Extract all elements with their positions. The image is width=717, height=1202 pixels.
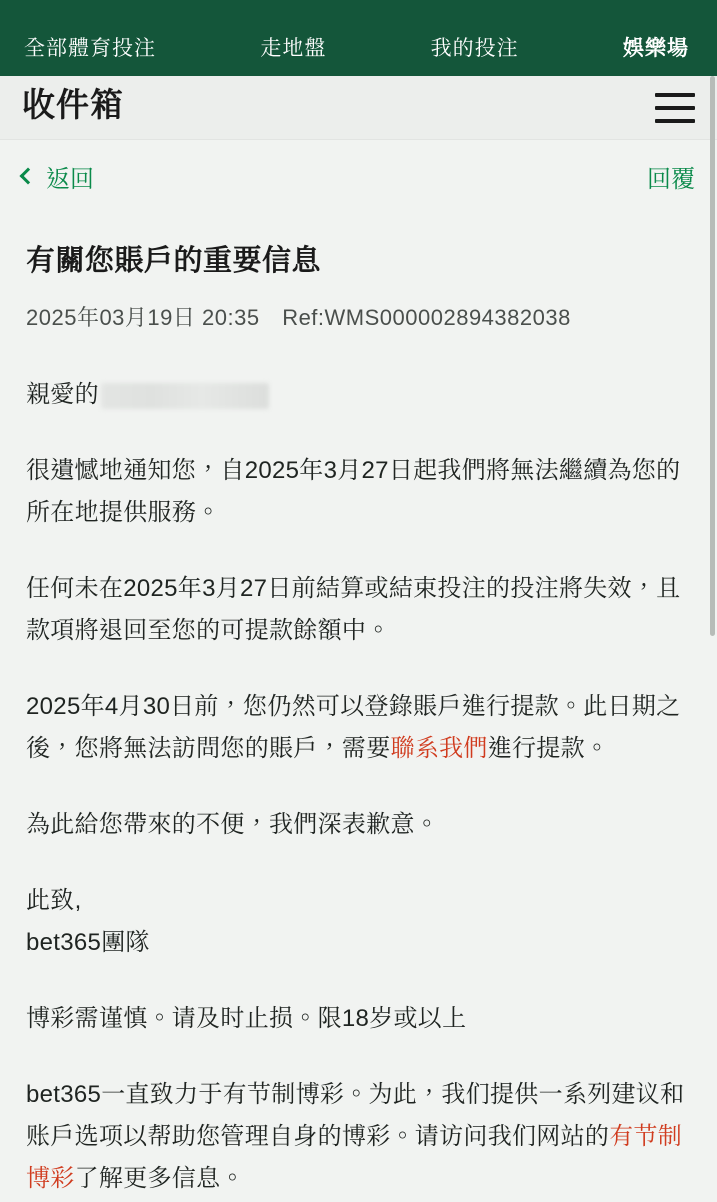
greeting-prefix: 親愛的	[26, 381, 99, 408]
message-paragraph-withdraw	[26, 686, 691, 770]
footer-text-part2: 了解更多信息。	[74, 1165, 245, 1192]
nav-item-in-play[interactable]: 走地盤	[260, 37, 327, 60]
message-closing: 此致,	[26, 887, 82, 914]
message-greeting	[26, 374, 691, 416]
footer-text-part1: bet365一直致力于有节制博彩。为此，我们提供一系列建议和账户选项以帮助您管理自身的博彩。请访问我们网站的	[26, 1081, 685, 1150]
page-title: 收件箱	[22, 86, 124, 123]
responsible-gambling-link[interactable]: 有节制博彩	[26, 1123, 683, 1192]
contact-us-link[interactable]: 聯系我們	[390, 735, 488, 762]
back-button[interactable]	[22, 159, 94, 194]
scrollbar[interactable]	[710, 76, 715, 636]
reply-button[interactable]: 回覆	[647, 165, 695, 193]
message-date: 2025年03月19日 20:35	[26, 305, 260, 330]
message-footer	[26, 1074, 691, 1200]
message-team-signature: bet365團隊	[26, 929, 150, 956]
message-ref: Ref:WMS000002894382038	[282, 305, 571, 330]
top-navigation	[0, 0, 717, 76]
withdraw-text-part2: 進行提款。	[487, 735, 610, 762]
chevron-left-icon	[20, 168, 37, 185]
page-header	[0, 76, 717, 140]
nav-item-casino[interactable]: 娛樂場	[613, 10, 699, 80]
nav-item-all-sports[interactable]: 全部體育投注	[24, 37, 156, 60]
withdraw-text-part1: 2025年4月30日前，您仍然可以登錄賬戶進行提款。此日期之後，您將無法訪問您的賬戶，需要	[26, 693, 681, 762]
message-paragraph-1: 很遺憾地通知您，自2025年3月27日起我們將無法繼續為您的所在地提供服務。	[26, 457, 681, 526]
message-title: 有關您賬戶的重要信息	[26, 245, 322, 277]
action-row	[0, 140, 717, 212]
message-meta	[26, 301, 691, 332]
hamburger-icon[interactable]	[655, 93, 695, 123]
message-body	[0, 212, 717, 1202]
redacted-name	[101, 383, 269, 409]
responsible-gambling-notice: 博彩需谨慎。请及时止损。限18岁或以上	[26, 1005, 467, 1032]
message-paragraph-2: 任何未在2025年3月27日前結算或結束投注的投注將失效，且款項將退回至您的可提款餘額中。	[26, 575, 681, 644]
back-button-label: 返回	[46, 165, 94, 193]
message-apology: 為此給您帶來的不便，我們深表歉意。	[26, 811, 440, 838]
nav-item-my-bets[interactable]: 我的投注	[430, 37, 519, 60]
